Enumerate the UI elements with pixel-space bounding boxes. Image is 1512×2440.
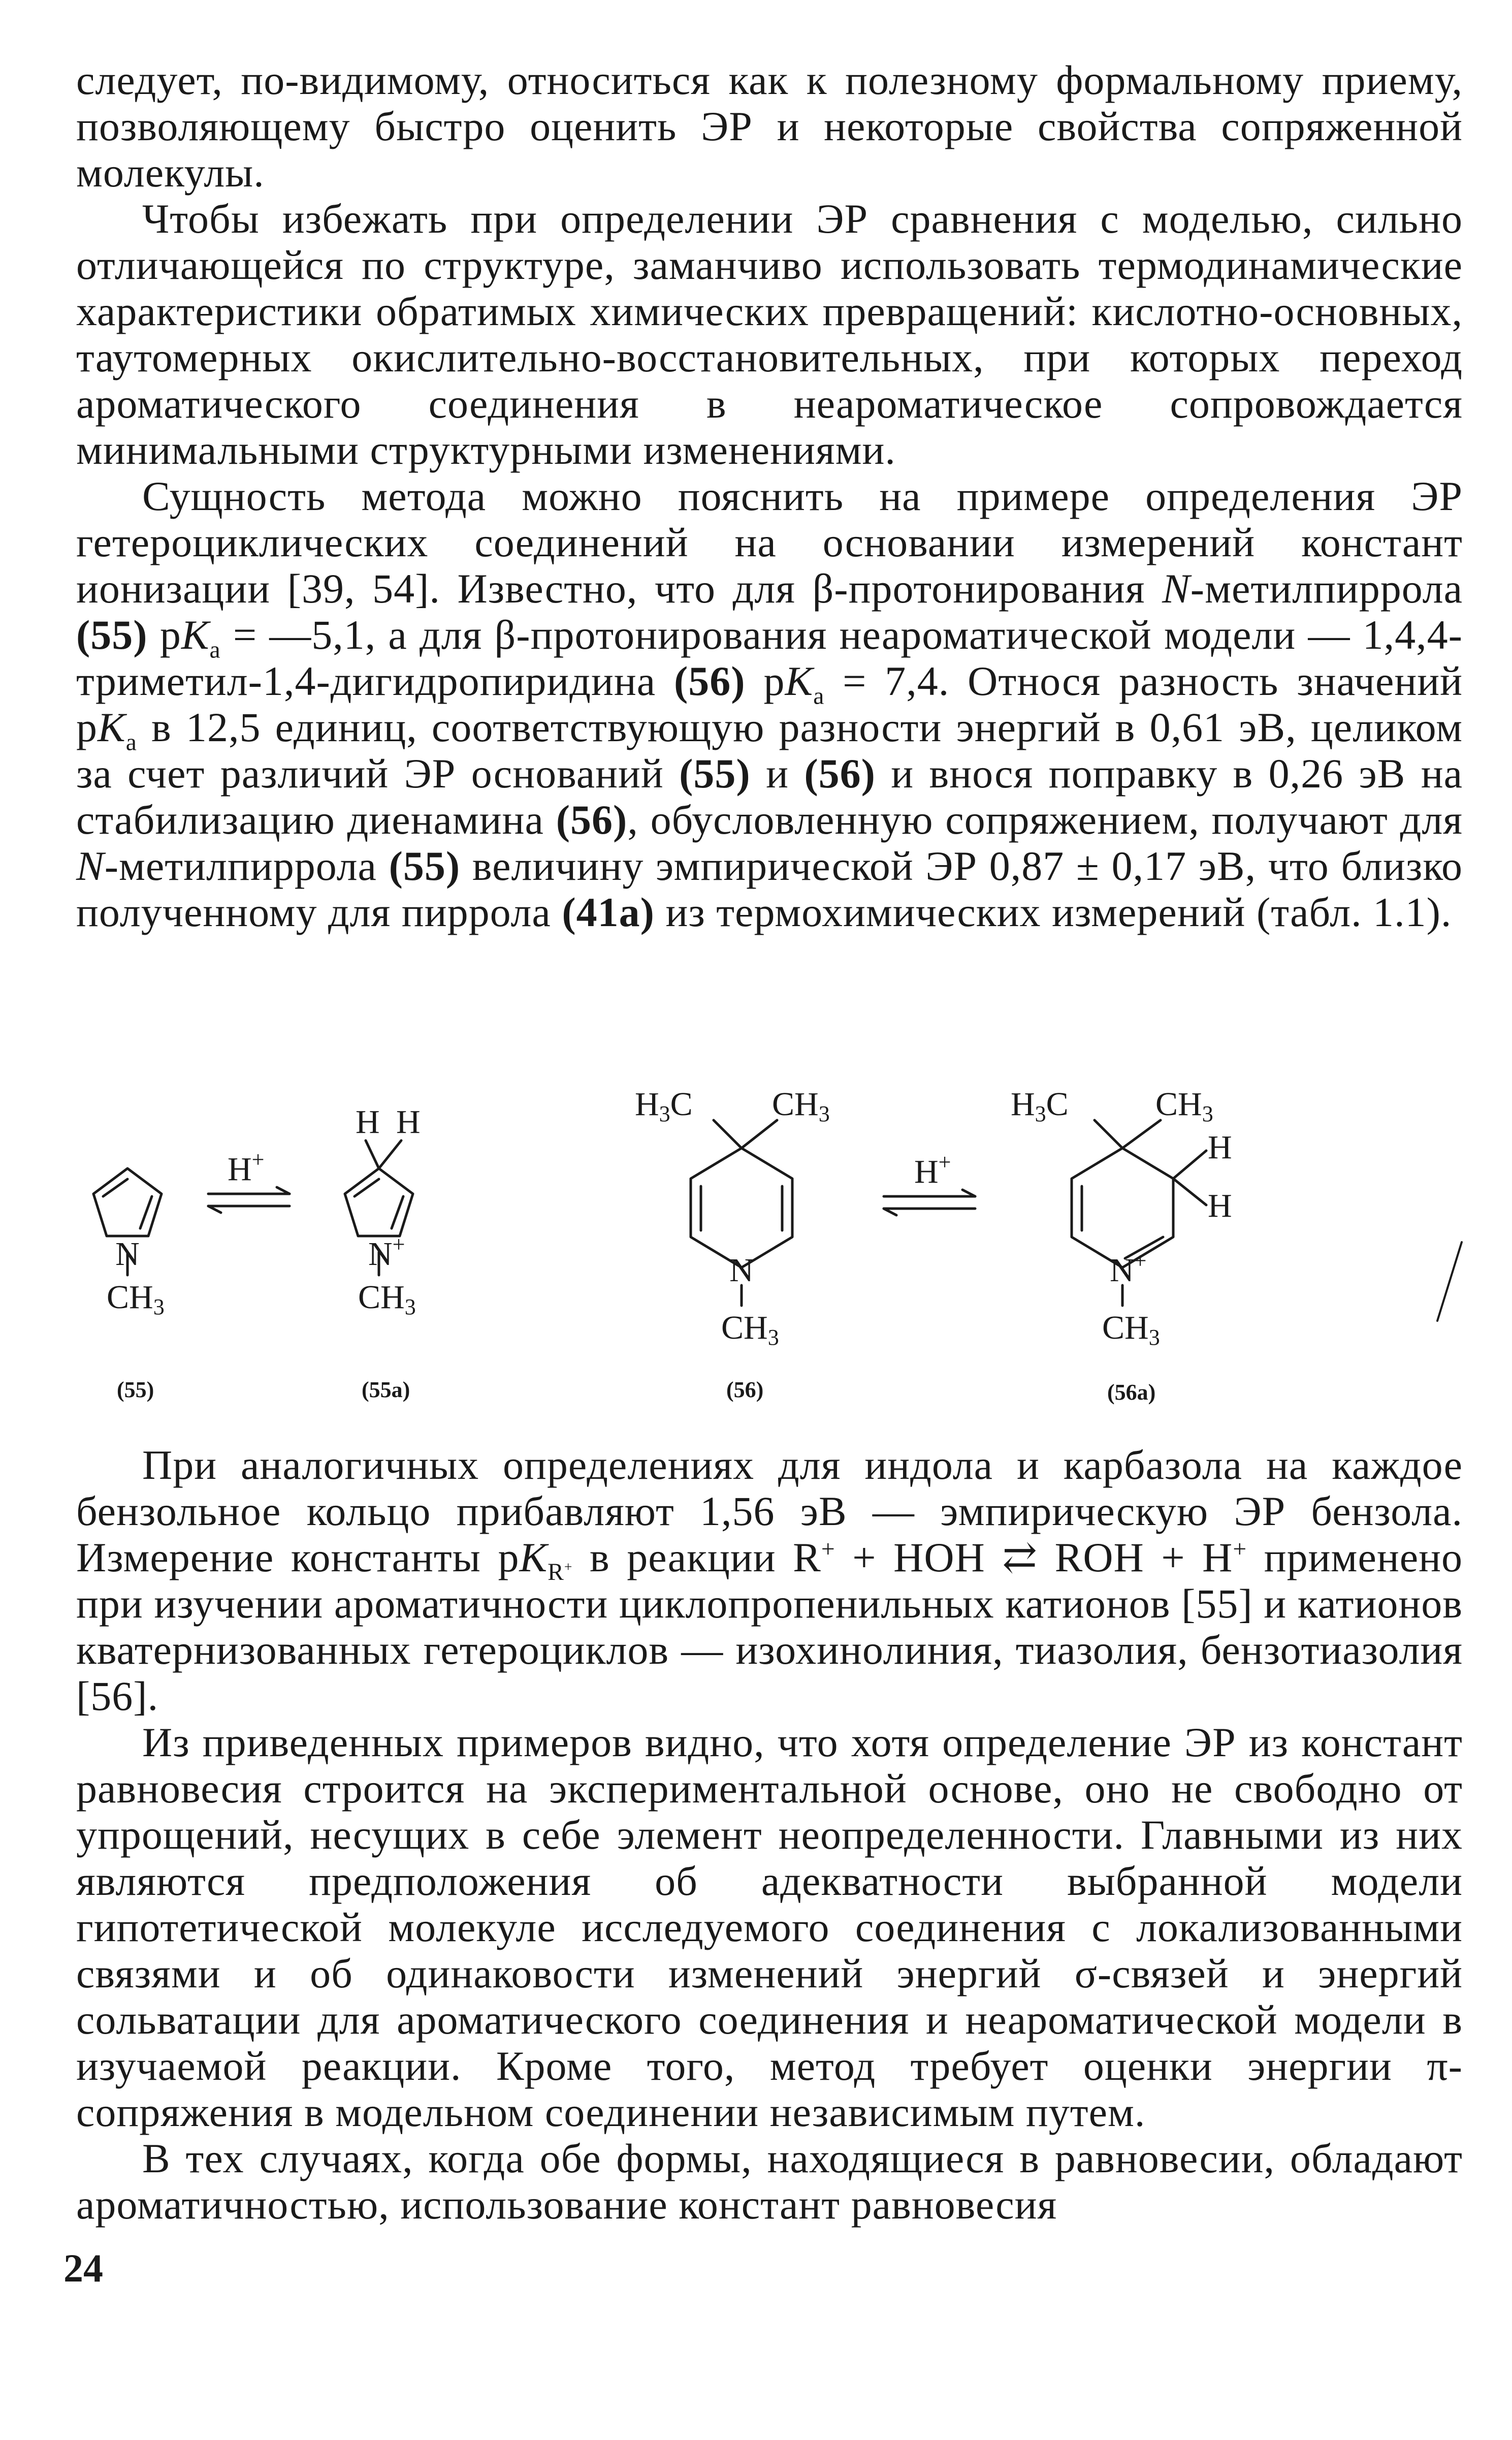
n-label-55: N — [115, 1235, 140, 1273]
equilibrium-arrow-1 — [208, 1187, 289, 1213]
h-label-55a-right: H — [396, 1103, 421, 1140]
paragraph-6: В тех случаях, когда обе формы, находящиеся в равновесии, обладают ароматичностью, использование констант равновесия — [76, 2135, 1463, 2228]
proton-label-1: H+ — [228, 1147, 265, 1188]
text-block-bottom — [76, 1442, 1463, 2228]
n-plus-label-56a: N+ — [1110, 1248, 1147, 1289]
ch3-label-56a: CH3 — [1102, 1309, 1160, 1350]
compound-number-55a: (55a) — [362, 1377, 410, 1402]
proton-label-2: H+ — [914, 1150, 951, 1190]
h-label-56a-upper: H — [1208, 1129, 1232, 1166]
paragraph-5: Из приведенных примеров видно, что хотя определение ЭР из констант равновесия строится на экспериментальной основе, оно не свободно от упрощений, несущих в себе элемент неопределенности. Главными из них являются предположения об адекватности выбранной модели гипотетической молекуле исследуемого соединения с локализованными связями и об одинаковости изменений энергий σ-связей и энергий сольватации для ароматического соединения и неароматической модели в изучаемой реакции. Кроме того, метод требует оценки энергии π-сопряжения в модельном соединении независимым путем. — [76, 1719, 1463, 2135]
page-number: 24 — [63, 2246, 103, 2290]
compound-number-56: (56) — [726, 1377, 764, 1402]
compound-number-56a: (56a) — [1107, 1380, 1156, 1405]
ch3-label-55: CH3 — [107, 1279, 165, 1319]
structure-56a — [1072, 1120, 1206, 1306]
reaction-scheme — [0, 1072, 1512, 1428]
ch3-top-label-56: CH3 — [772, 1086, 830, 1126]
ch3-top-label-56a: CH3 — [1155, 1086, 1213, 1126]
paragraph-4: При аналогичных определениях для индола и карбазола на каждое бензольное кольцо прибавляют 1,56 эВ — эмпирическую ЭР бензола. Измерение константы $pK_{R^+}$ в реакции R+ + HOH ⇄ ROH + H+ применено при изучении ароматичности циклопропенильных катионов [55] и катионов кватернизованных гетероциклов — изохинолиния, тиазолия, бензотиазолия [56]. — [76, 1442, 1463, 1719]
paragraph-2: Чтобы избежать при определении ЭР сравнения с моделью, сильно отличающейся по структуре, заманчиво использовать термодинамические характеристики обратимых химических превращений: кислотно-основных, таутомерных окислительно-восстановительных, при которых переход ароматического соединения в неароматическое сопровождается минимальными структурными изменениями. — [76, 196, 1463, 473]
h-label-56a-lower: H — [1208, 1187, 1232, 1224]
paragraph-1: следует, по-видимому, относиться как к полезному формальному приему, позволяющему быстро оценить ЭР и некоторые свойства сопряженной молекулы. — [76, 57, 1463, 196]
ch3-label-56: CH3 — [721, 1309, 779, 1350]
text-block-top — [76, 57, 1463, 935]
ch3-label-55a: CH3 — [358, 1279, 416, 1319]
paragraph-3: Сущность метода можно пояснить на примере определения ЭР гетероциклических соединений на основании измерений констант ионизации [39, 54]. Известно, что для β-протонирования N-метилпиррола (55) $pK_a$ = —5,1, а для β-протонирования неароматической модели — 1,4,4-триметил-1,4-дигидропиридина (56) $pK_a = 7,4$. Относя разность значений $pK_a$ в 12,5 единиц, соответствующую разности энергий в 0,61 эВ, целиком за счет различий ЭР оснований (55) и (56) и внося поправку в 0,26 эВ на стабилизацию диенамина (56), обусловленную сопряжением, получают для N-метилпиррола (55) величину эмпирической ЭР 0,87 ± 0,17 эВ, что близко полученному для пиррола (41а) из термохимических измерений (табл. 1.1). — [76, 473, 1463, 935]
compound-number-55: (55) — [117, 1377, 154, 1402]
reaction-scheme-svg — [0, 1072, 1512, 1428]
h3c-label-56: H3C — [635, 1086, 693, 1126]
h3c-label-56a: H3C — [1011, 1086, 1069, 1126]
equilibrium-arrow-2 — [884, 1190, 975, 1215]
n-label-56: N — [729, 1252, 754, 1289]
n-plus-label-55a: N+ — [368, 1232, 405, 1273]
h-label-55a-left: H — [356, 1103, 380, 1140]
pencil-mark — [1437, 1242, 1462, 1321]
